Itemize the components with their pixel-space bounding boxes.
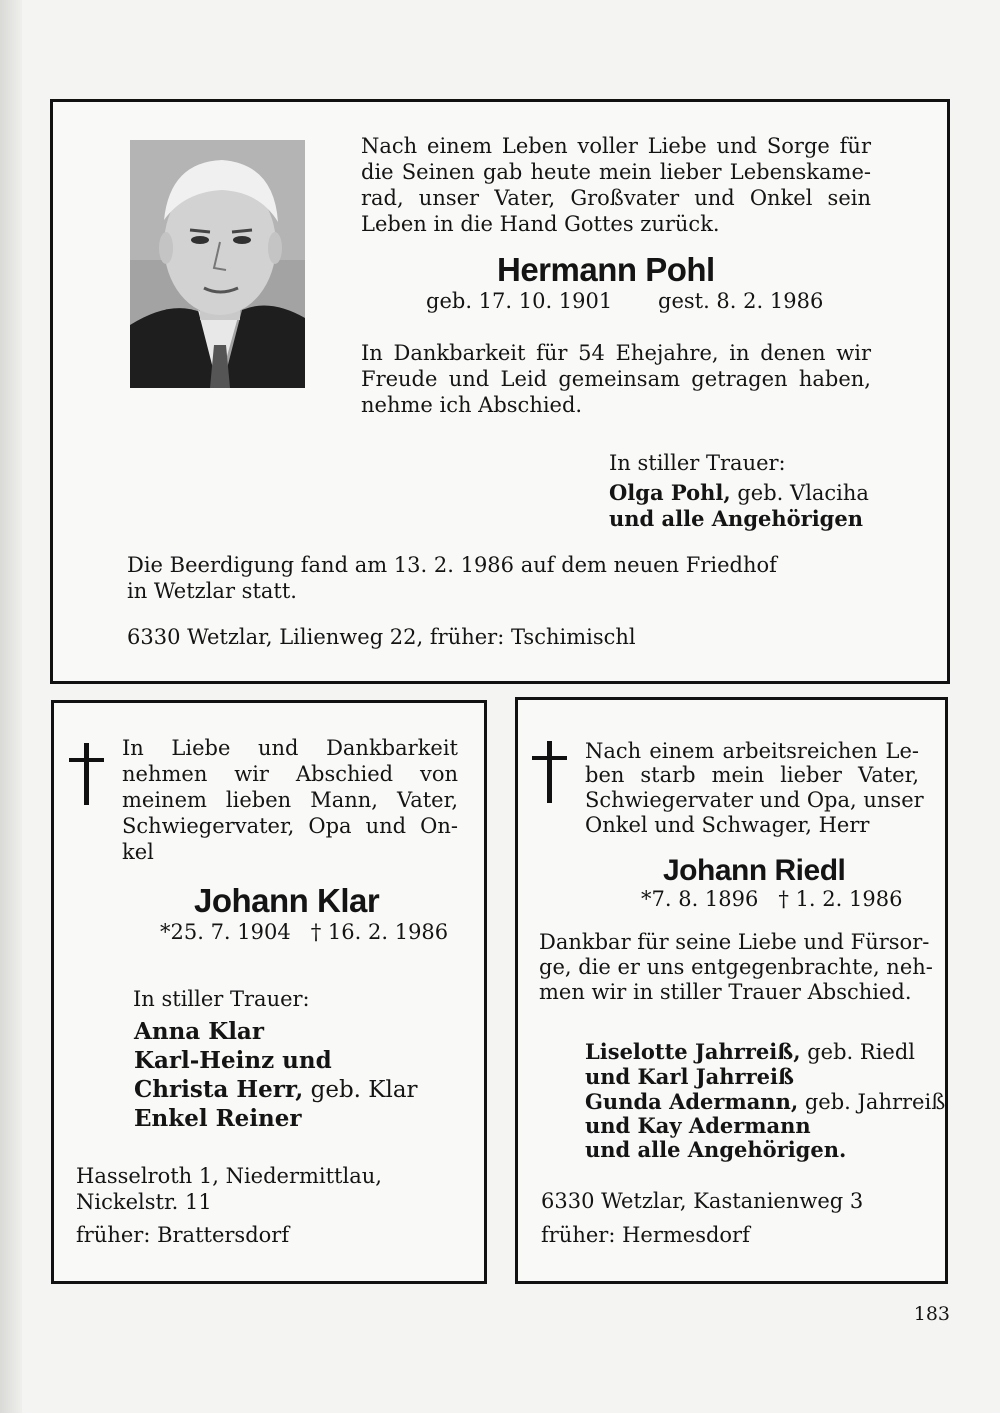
mourner-line bbox=[134, 1076, 418, 1105]
cross-icon-bar bbox=[69, 758, 104, 762]
intro-line: Nach einem Leben voller Liebe und Sorge für bbox=[361, 134, 871, 158]
mourner-line: Anna Klar bbox=[134, 1018, 264, 1045]
mourner-maiden: geb. Riedl bbox=[807, 1040, 915, 1064]
intro-line: rad, unser Vater, Großvater und Onkel sein bbox=[361, 186, 871, 210]
intro-line: die Seinen gab heute mein lieber Lebenskame- bbox=[361, 160, 871, 184]
deceased-name: Johann Riedl bbox=[663, 854, 846, 887]
mourning-label: In stiller Trauer: bbox=[133, 987, 310, 1011]
intro-line: Nach einem arbeitsreichen Le- bbox=[585, 739, 919, 763]
mourner-line: und alle Angehörigen. bbox=[585, 1137, 847, 1162]
page-number: 183 bbox=[913, 1303, 950, 1325]
mourner-line: Enkel Reiner bbox=[134, 1105, 302, 1132]
mourner-maiden: geb. Jahrreiß bbox=[804, 1090, 946, 1114]
former-residence: früher: Hermesdorf bbox=[541, 1223, 750, 1247]
mourner-line bbox=[609, 480, 869, 506]
portrait-photo bbox=[130, 140, 305, 388]
intro-line: Schwiegervater und Opa, unser bbox=[585, 788, 924, 812]
address: 6330 Wetzlar, Kastanienweg 3 bbox=[541, 1189, 864, 1213]
body-line: Dankbar für seine Liebe und Fürsor- bbox=[539, 930, 930, 954]
mourner-line: Karl-Heinz und bbox=[134, 1047, 332, 1074]
intro-line: meinem lieben Mann, Vater, bbox=[122, 788, 458, 812]
address-line: Hasselroth 1, Niedermittlau, bbox=[76, 1164, 382, 1188]
cross-icon bbox=[84, 743, 89, 805]
body-line: In Dankbarkeit für 54 Ehejahre, in denen wir bbox=[361, 341, 871, 365]
intro-line: nehmen wir Abschied von bbox=[122, 762, 458, 786]
intro-line: kel bbox=[122, 840, 154, 864]
intro-line: Leben in die Hand Gottes zurück. bbox=[361, 212, 720, 236]
mourner-line bbox=[585, 1039, 915, 1065]
death-date: gest. 8. 2. 1986 bbox=[658, 289, 824, 313]
birth-date: geb. 17. 10. 1901 bbox=[426, 289, 613, 313]
mourning-label: In stiller Trauer: bbox=[609, 451, 786, 475]
mourner-maiden: geb. Vlaciha bbox=[737, 481, 869, 505]
deceased-name: Johann Klar bbox=[194, 882, 380, 919]
body-line: ge, die er uns entgegenbrachte, neh- bbox=[539, 955, 933, 979]
mourner-name: Olga Pohl, bbox=[609, 480, 731, 505]
body-line: men wir in stiller Trauer Abschied. bbox=[539, 980, 912, 1004]
funeral-line: in Wetzlar statt. bbox=[127, 579, 297, 603]
intro-line: Onkel und Schwager, Herr bbox=[585, 813, 870, 837]
body-line: nehme ich Abschied. bbox=[361, 393, 583, 417]
life-dates: *7. 8. 1896 † 1. 2. 1986 bbox=[641, 887, 903, 911]
mourner-line bbox=[585, 1089, 945, 1115]
intro-line: In Liebe und Dankbarkeit bbox=[122, 736, 458, 760]
mourner-name: Gunda Adermann, bbox=[585, 1089, 799, 1114]
mourner-line: und alle Angehörigen bbox=[609, 506, 863, 531]
former-residence: früher: Brattersdorf bbox=[76, 1223, 290, 1247]
address-line: Nickelstr. 11 bbox=[76, 1190, 212, 1214]
cross-icon-bar bbox=[532, 756, 567, 760]
body-line: Freude und Leid gemeinsam getragen haben, bbox=[361, 367, 871, 391]
address: 6330 Wetzlar, Lilienweg 22, früher: Tschimischl bbox=[127, 625, 636, 649]
deceased-name: Hermann Pohl bbox=[497, 251, 715, 288]
life-dates: *25. 7. 1904 † 16. 2. 1986 bbox=[160, 920, 449, 944]
mourner-maiden: geb. Klar bbox=[310, 1077, 418, 1103]
funeral-line: Die Beerdigung fand am 13. 2. 1986 auf dem neuen Friedhof bbox=[127, 553, 777, 577]
mourner-line: und Kay Adermann bbox=[585, 1113, 811, 1138]
mourner-name: Liselotte Jahrreiß, bbox=[585, 1039, 801, 1064]
intro-line: ben starb mein lieber Vater, bbox=[585, 763, 919, 787]
mourner-line: und Karl Jahrreiß bbox=[585, 1064, 794, 1089]
cross-icon bbox=[547, 741, 552, 803]
page-edge bbox=[0, 0, 22, 1413]
mourner-name: Christa Herr, bbox=[134, 1076, 304, 1103]
intro-line: Schwiegervater, Opa und On- bbox=[122, 814, 458, 838]
